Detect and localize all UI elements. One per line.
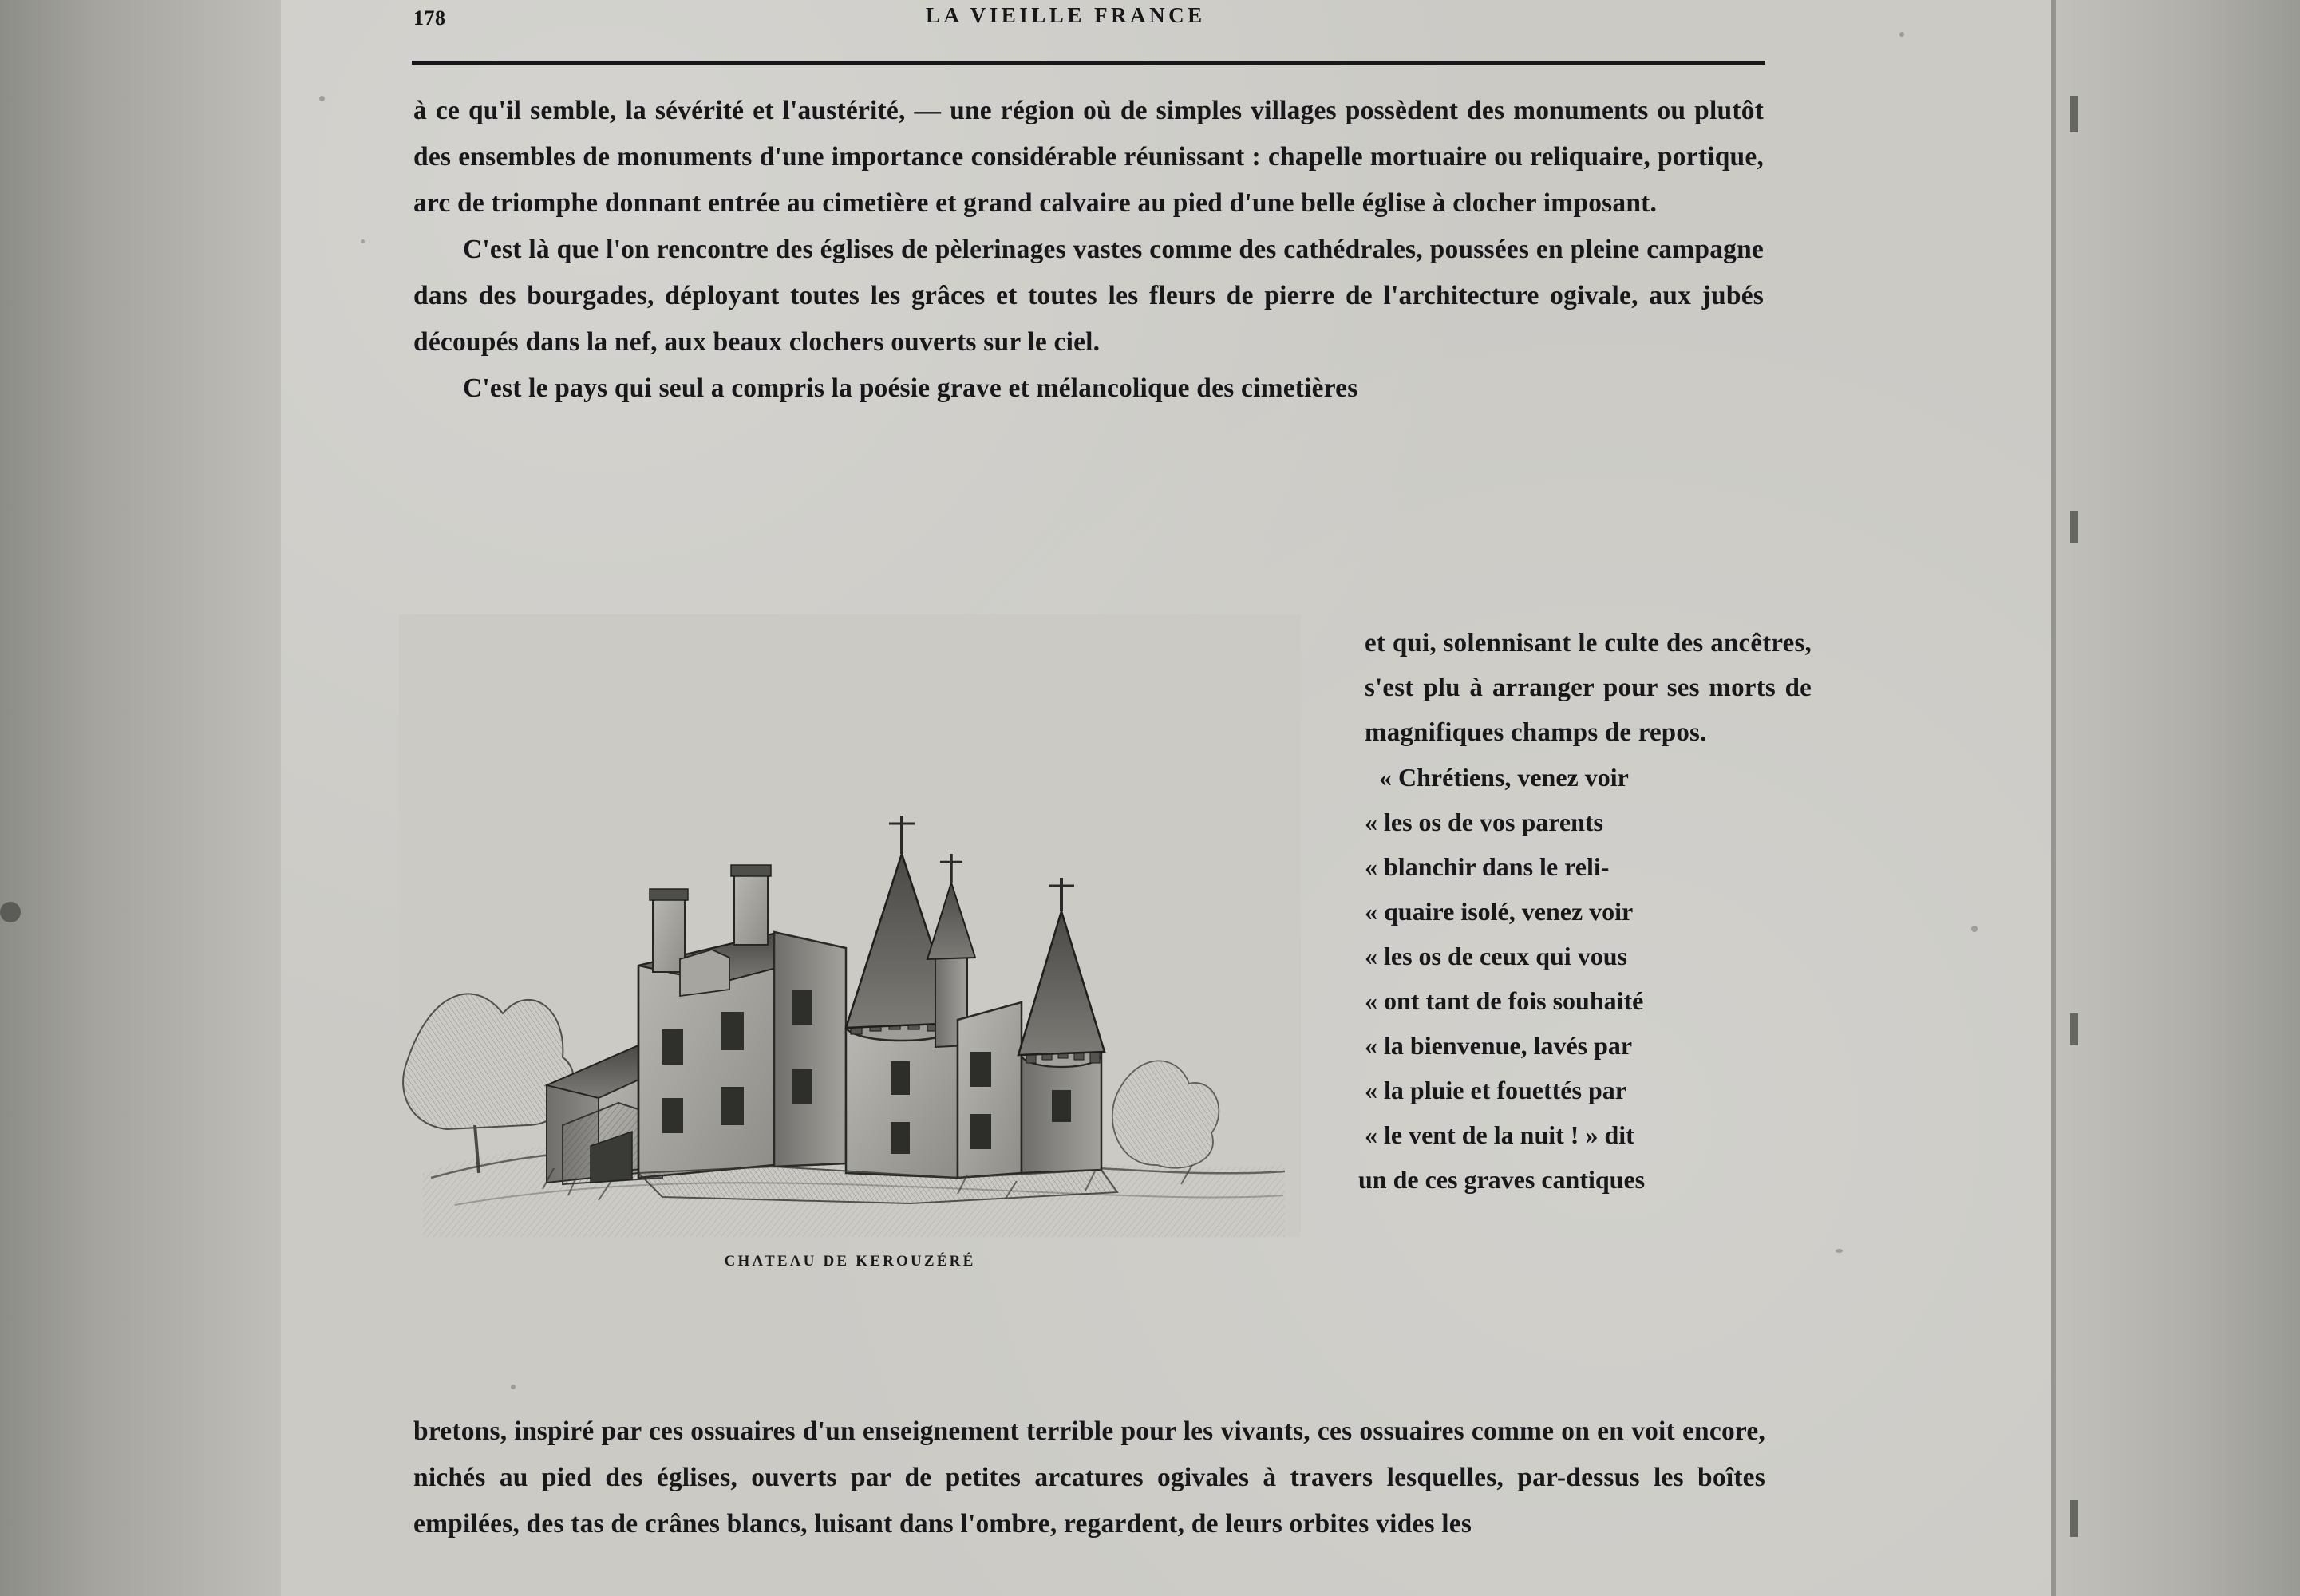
- verse-line: « ont tant de fois souhaité: [1365, 986, 1644, 1015]
- page-number: 178: [413, 6, 446, 30]
- verse-line: « les os de vos parents: [1365, 808, 1603, 836]
- side-text-column: [1358, 621, 1812, 1202]
- paragraph-4: bretons, inspiré par ces ossuaires d'un enseignement terrible pour les vivants, ces ossuaires comme on en voit encore, nichés au pied des églises, ouverts par de petites arcatures ogivales à travers lesquelles, par-dessus les boîtes empilées, des tas de crânes blancs, luisant dans l'ombre, regardent, de leurs orbites vides les: [413, 1416, 1765, 1539]
- figure-chateau-de-kerouzere: [399, 614, 1301, 1285]
- scan-edge-artifact: [2070, 511, 2078, 543]
- side-paragraph-tail: un de ces graves cantiques: [1358, 1165, 1646, 1194]
- right-range: [958, 1002, 1022, 1178]
- paragraph-2: C'est là que l'on rencontre des églises de pèlerinages vastes comme des cathédrales, poussées en pleine campagne dans des bourgades, déployant toutes les grâces et toutes les fleurs de pierre de l'architecture ogivale, aux jubés découpés dans la nef, aux beaux clochers ouverts sur le ciel.: [413, 235, 1764, 357]
- page-edge-shadow: [2051, 0, 2056, 1596]
- scan-edge-artifact: [0, 902, 21, 922]
- scan-left-margin: [0, 0, 281, 1596]
- scan-edge-artifact: [2070, 1500, 2078, 1537]
- side-paragraph: et qui, solennisant le culte des ancêtres, s'est plu à arranger pour ses morts de magnifiques champs de repos.: [1365, 629, 1812, 747]
- scan-edge-artifact: [2070, 1013, 2078, 1045]
- verse-line: « blanchir dans le reli-: [1365, 852, 1610, 881]
- verse-line: « la pluie et fouettés par: [1365, 1076, 1626, 1104]
- bottom-text-column: [413, 1408, 1765, 1547]
- main-text-column: [413, 88, 1764, 412]
- scan-speck: [319, 96, 325, 101]
- scan-speck: [1971, 926, 1978, 932]
- running-head-title: LA VIEILLE FRANCE: [926, 3, 1206, 27]
- figure-caption: CHATEAU DE KEROUZÉRÉ: [724, 1253, 976, 1270]
- verse-line: « les os de ceux qui vous: [1365, 942, 1627, 970]
- verse-line: « Chrétiens, venez voir: [1379, 763, 1629, 792]
- verse-line: « quaire isolé, venez voir: [1365, 897, 1634, 926]
- scan-edge-artifact: [2070, 96, 2078, 132]
- scan-speck: [1899, 32, 1904, 37]
- scan-speck: [511, 1385, 516, 1389]
- scan-speck: [1836, 1249, 1843, 1253]
- corner-turret-left: [774, 932, 846, 1167]
- verse-line: « la bienvenue, lavés par: [1365, 1031, 1633, 1060]
- chateau-engraving: [399, 614, 1301, 1237]
- scan-right-margin: [2037, 0, 2300, 1596]
- verse-line: « le vent de la nuit ! » dit: [1365, 1120, 1634, 1149]
- paragraph-3-lead: C'est le pays qui seul a compris la poésie grave et mélancolique des cimetières: [463, 373, 1358, 403]
- paragraph-1: à ce qu'il semble, la sévérité et l'austérité, — une région où de simples villages possèdent des monuments ou plutôt des ensembles de monuments d'une importance considérable réunissant : chapelle mortuaire ou reliquaire, portique, arc de triomphe donnant entrée au cimetière et grand calvaire au pied d'une belle église à clocher imposant.: [413, 96, 1764, 218]
- scan-speck: [361, 239, 365, 243]
- header-rule: [412, 61, 1765, 65]
